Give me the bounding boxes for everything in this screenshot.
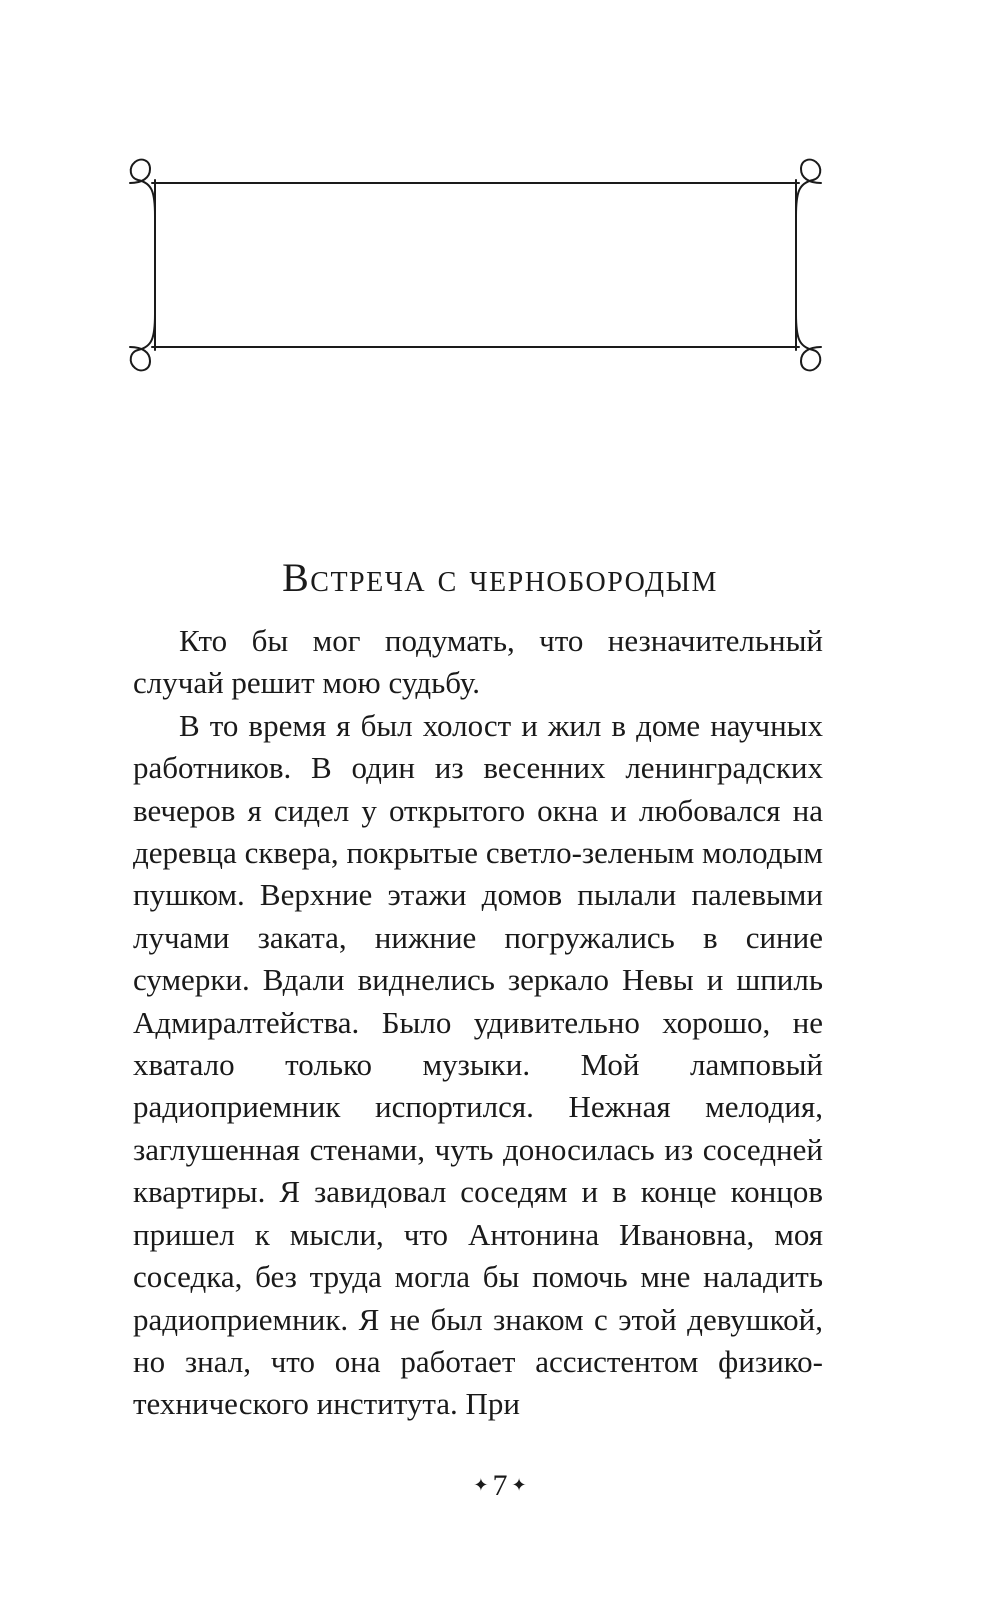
body-text: [133, 620, 823, 1426]
chapter-title: Встреча с чернобородым: [282, 555, 718, 600]
ornamental-frame: [128, 156, 823, 374]
page-footer: [0, 1466, 1000, 1508]
page-number: 7: [492, 1469, 508, 1502]
paragraph: Кто бы мог подумать, что незначительный случай решит мою судьбу.: [133, 623, 823, 701]
diamond-icon: ✦: [511, 1475, 527, 1496]
paragraph: В то время я был холост и жил в доме научных работников. В один из весенних ленинградских вечеров я сидел у открытого окна и любовался на деревца сквера, покрытые светло-зеленым молодым пушком. Верхние этажи домов пылали палевыми лучами заката, нижние погружались в синие сумерки. Вдали виднелись зеркало Невы и шпиль Адмиралтейства. Было удивительно хорошо, не хватало только музыки. Мой ламповый радиоприемник испортился. Нежная мелодия, заглушенная стенами, чуть доносилась из соседней квартиры. Я завидовал соседям и в конце концов пришел к мысли, что Антонина Ивановна, моя соседка, без труда могла бы помочь мне наладить радиоприемник. Я не был знаком с этой девушкой, но знал, что она работает ассистентом физико-технического института. При: [133, 707, 823, 1422]
diamond-icon: ✦: [473, 1475, 489, 1496]
